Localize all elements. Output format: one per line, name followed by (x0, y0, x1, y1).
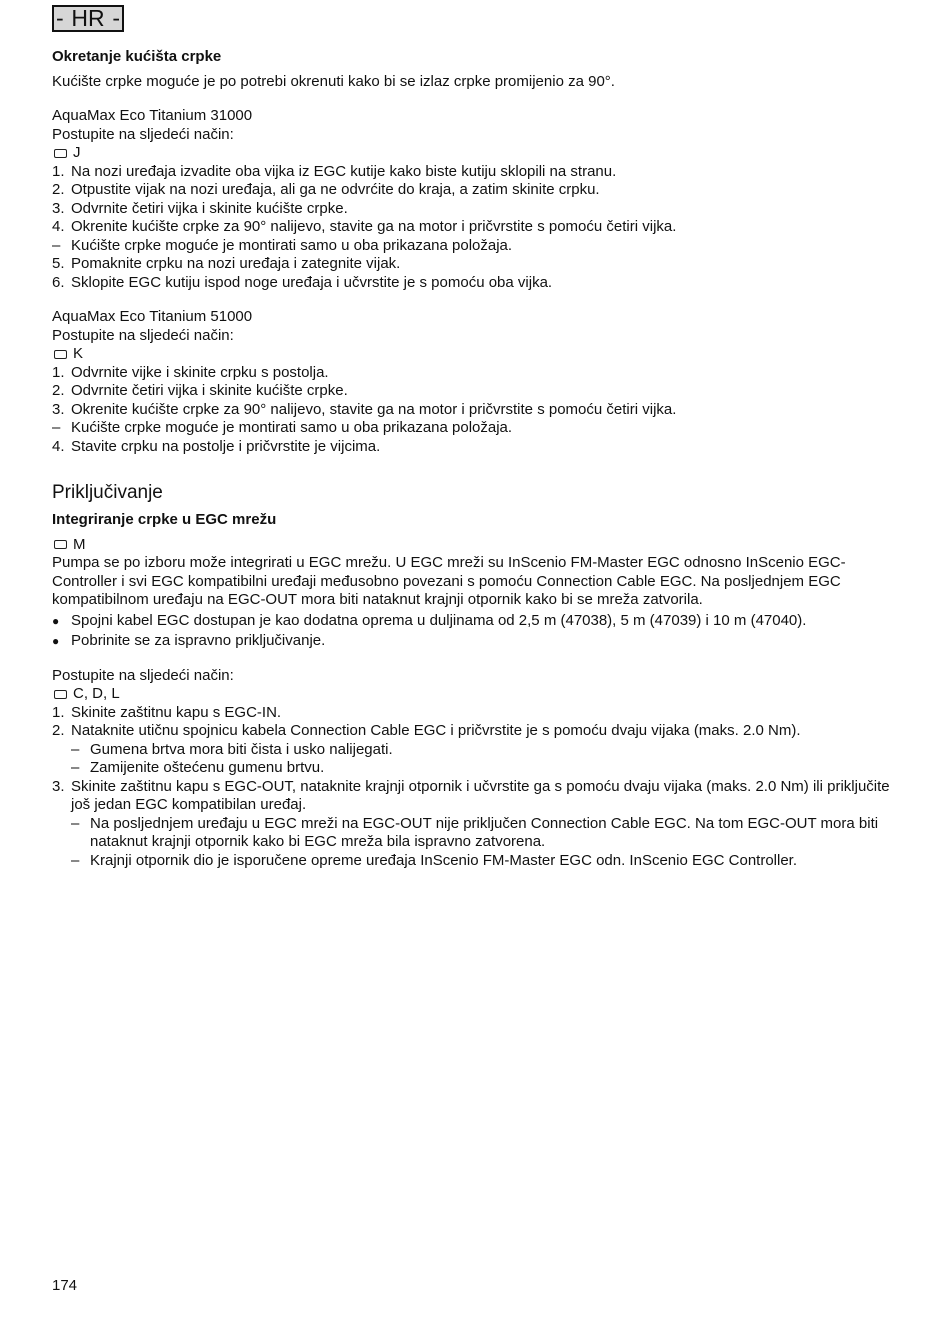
language-code: HR (71, 5, 105, 31)
list-item: 5. Pomaknite crpku na nozi uređaja i zategnite vijak. (52, 255, 902, 274)
sub-item-text: Gumena brtva mora biti čista i usko nalijegati. (90, 740, 393, 758)
list-item: 2. Odvrnite četiri vijka i skinite kućište crpke. (52, 382, 902, 401)
figure-ref-icon (54, 149, 67, 158)
step-text: Na nozi uređaja izvadite oba vijka iz EGC kutije kako biste kutiju sklopili na stranu. (71, 162, 617, 180)
egc-paragraph: Pumpa se po izboru može integrirati u EGC mrežu. U EGC mreži su InScenio FM-Master EGC odnosno InScenio EGC-Controller i svi EGC kompatibilni uređaji međusobno povezani s pomoću Connection Cable EGC. Na posljednjem EGC kompatibilnom uređaju na EGC-OUT mora biti nataknut krajnji otpornik kako bi se mreža zatvorila. (52, 554, 846, 608)
list-item: 2. Nataknite utičnu spojnicu kabela Connection Cable EGC i pričvrstite je s pomoću dvaju vijaka (maks. 2.0 Nm). (52, 722, 902, 741)
intro-paragraph: Kućište crpke moguće je po potrebi okrenuti kako bi se izlaz crpke promijenio za 90°. (52, 72, 615, 90)
model-31000-title: AquaMax Eco Titanium 31000 (52, 107, 253, 124)
list-item: 4. Stavite crpku na postolje i pričvrstite je vijcima. (52, 438, 902, 457)
procedure-label: Postupite na sljedeći način: (52, 326, 234, 344)
language-tag-prefix: - (56, 5, 64, 31)
language-tag (52, 5, 124, 32)
steps-list-egc (52, 704, 902, 871)
step-text: Odvrnite četiri vijka i skinite kućište crpke. (71, 382, 348, 399)
section-title-rotate-housing: Okretanje kućišta crpke (52, 48, 222, 65)
step-text: Sklopite EGC kutiju ispod noge uređaja i učvrstite je s pomoću oba vijka. (71, 273, 553, 291)
figure-ref-j (52, 144, 902, 163)
steps-list-51000 (52, 364, 902, 457)
sub-item-text: Krajnji otpornik dio je isporučene opreme uređaja InScenio FM-Master EGC odn. InScenio EGC Controller. (90, 851, 798, 869)
list-item: 3. Skinite zaštitnu kapu s EGC-OUT, nataknite krajnji otpornik i učvrstite ga s pomoću dvaju vijaka (maks. 2.0 Nm) ili priključite još jedan EGC kompatibilan uređaj. (52, 778, 902, 815)
step-text: Okrenite kućište crpke za 90° nalijevo, stavite ga na motor i pričvrstite s pomoću četiri vijka. (71, 400, 677, 418)
list-item: 3. Odvrnite četiri vijka i skinite kućište crpke. (52, 200, 902, 219)
figure-ref-label: K (73, 345, 84, 362)
step-text: Stavite crpku na postolje i pričvrstite je vijcima. (71, 437, 381, 455)
figure-ref-icon (54, 350, 67, 359)
list-item: 3. Okrenite kućište crpke za 90° nalijevo, stavite ga na motor i pričvrstite s pomoću četiri vijka. (52, 401, 902, 420)
sub-item: – Kućište crpke moguće je montirati samo u oba prikazana položaja. (52, 419, 513, 436)
step-text: Pomaknite crpku na nozi uređaja i zategnite vijak. (71, 255, 401, 272)
list-item: 4. Okrenite kućište crpke za 90° nalijevo, stavite ga na motor i pričvrstite s pomoću četiri vijka. (52, 218, 902, 237)
figure-ref-label: C, D, L (73, 685, 120, 702)
sub-item: – Krajnji otpornik dio je isporučene opreme uređaja InScenio FM-Master EGC odn. InScenio EGC Controller. (71, 851, 798, 869)
list-item: 2. Otpustite vijak na nozi uređaja, ali ga ne odvrćite do kraja, a zatim skinite crpku. (52, 181, 902, 200)
sub-item: – Na posljednjem uređaju u EGC mreži na EGC-OUT nije priključen Connection Cable EGC. Na tom EGC-OUT mora biti nataknut krajnji otpornik kako bi EGC mreža bila ispravno zatvorena. (52, 815, 902, 852)
step-text: Nataknite utičnu spojnicu kabela Connection Cable EGC i pričvrstite je s pomoću dvaju vijaka (maks. 2.0 Nm). (71, 722, 801, 739)
step-text: Skinite zaštitnu kapu s EGC-IN. (71, 703, 282, 721)
sub-item-text: Kućište crpke moguće je montirati samo u oba prikazana položaja. (71, 419, 513, 436)
procedure-label: Postupite na sljedeći način: (52, 125, 234, 143)
bullet-item: ● Pobrinite se za ispravno priključivanje. (52, 632, 326, 649)
sub-item-text: Na posljednjem uređaju u EGC mreži na EGC-OUT nije priključen Connection Cable EGC. Na tom EGC-OUT mora biti nataknut krajnji otpornik kako bi EGC mreža bila ispravno zatvorena. (90, 814, 879, 850)
list-item: 6. Sklopite EGC kutiju ispod noge uređaja i učvrstite je s pomoću oba vijka. (52, 274, 902, 293)
step-text: Okrenite kućište crpke za 90° nalijevo, stavite ga na motor i pričvrstite s pomoću četiri vijka. (71, 218, 677, 235)
page-content (52, 48, 902, 870)
figure-ref-icon (54, 540, 67, 549)
list-item: 1. Na nozi uređaja izvadite oba vijka iz EGC kutije kako biste kutiju sklopili na stranu. (52, 163, 902, 182)
step-text: Otpustite vijak na nozi uređaja, ali ga ne odvrćite do kraja, a zatim skinite crpku. (71, 181, 600, 198)
figure-ref-label: M (73, 535, 86, 553)
page-number: 174 (52, 1277, 78, 1294)
list-item: 1. Skinite zaštitnu kapu s EGC-IN. (52, 704, 902, 723)
figure-ref-icon (54, 690, 67, 699)
sub-item-text: Kućište crpke moguće je montirati samo u oba prikazana položaja. (71, 236, 513, 254)
step-text: Skinite zaštitnu kapu s EGC-OUT, nataknite krajnji otpornik i učvrstite ga s pomoću dvaju vijaka (maks. 2.0 Nm) ili priključite još jedan EGC kompatibilan uređaj. (71, 777, 890, 813)
model-51000-title: AquaMax Eco Titanium 51000 (52, 308, 253, 325)
step-text: Odvrnite četiri vijka i skinite kućište crpke. (71, 199, 348, 217)
bullet-item: ● Spojni kabel EGC dostupan je kao dodatna oprema u duljinama od 2,5 m (47038), 5 m (47039) i 10 m (47040). (52, 611, 807, 629)
list-item: 1. Odvrnite vijke i skinite crpku s postolja. (52, 364, 902, 383)
step-text: Odvrnite vijke i skinite crpku s postolja. (71, 363, 329, 381)
sub-item: – Zamijenite oštećenu gumenu brtvu. (71, 759, 325, 776)
language-tag-suffix: - (112, 5, 120, 31)
bullet-text: Spojni kabel EGC dostupan je kao dodatna oprema u duljinama od 2,5 m (47038), 5 m (47039) i 10 m (47040). (71, 611, 807, 629)
sub-item: – Gumena brtva mora biti čista i usko nalijegati. (71, 740, 393, 758)
subsection-title-egc: Integriranje crpke u EGC mrežu (52, 511, 277, 528)
section-title-connection: Priključivanje (52, 482, 163, 503)
figure-ref-k (52, 345, 902, 364)
figure-ref-cdl (52, 685, 902, 704)
sub-item: – Kućište crpke moguće je montirati samo u oba prikazana položaja. (52, 236, 513, 254)
sub-item-text: Zamijenite oštećenu gumenu brtvu. (90, 759, 325, 776)
procedure-label: Postupite na sljedeći način: (52, 666, 234, 684)
figure-ref-label: J (73, 144, 81, 161)
steps-list-31000 (52, 163, 902, 293)
figure-ref-m (52, 536, 902, 555)
bullet-text: Pobrinite se za ispravno priključivanje. (71, 632, 326, 649)
